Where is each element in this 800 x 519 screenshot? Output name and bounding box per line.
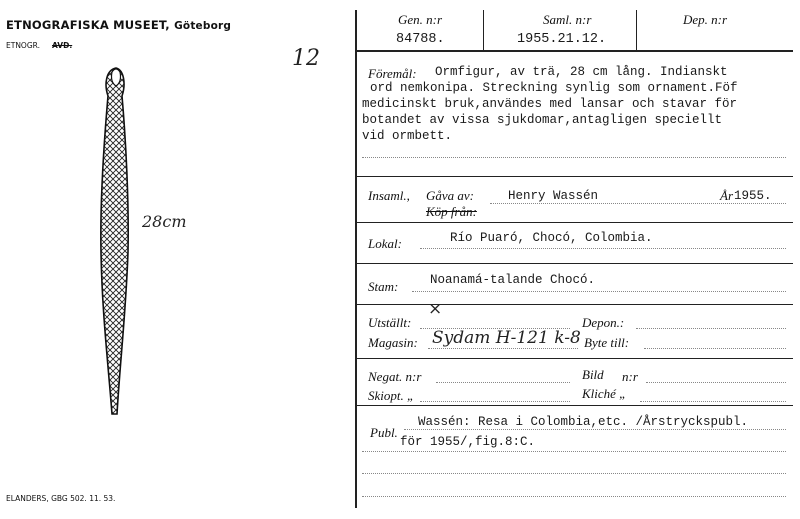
header-sep-2: [636, 10, 637, 50]
handwritten-number: 12: [292, 46, 320, 71]
skiopt-dotline: [420, 401, 570, 402]
foremal-label: Föremål:: [368, 66, 417, 81]
insaml-dotline: [490, 203, 786, 204]
foremal-line-5: vid ormbett.: [362, 129, 453, 143]
foremal-line-3: medicinskt bruk,användes med lansar och stavar för: [362, 97, 738, 111]
depon-dotline: [636, 328, 786, 329]
bild-label: Bild: [582, 367, 604, 382]
header-sep-1: [483, 10, 484, 50]
printer-imprint: ELANDERS, GBG 502. 11. 53.: [6, 494, 116, 503]
magasin-dotline: [428, 348, 578, 349]
saml-nr-value: 1955.21.12.: [517, 32, 607, 47]
kliche-label: Kliché „: [582, 386, 627, 401]
depon-label: Depon.:: [582, 315, 625, 330]
museum-city: Göteborg: [174, 20, 232, 32]
foremal-line-2: ord nemkonipa. Streckning synlig som ornament.Föf: [370, 81, 738, 95]
publ-line-2: för 1955/,fig.8:C.: [400, 435, 536, 449]
header-rule: [357, 50, 793, 52]
dep-nr-label: Dep. n:r: [683, 12, 728, 27]
insaml-label: Insaml.,: [368, 188, 410, 203]
publ-dotline-3: [362, 473, 786, 474]
foremal-line-1: Ormfigur, av trä, 28 cm lång. Indianskt: [435, 65, 728, 79]
byte-dotline: [644, 348, 786, 349]
negat-dotline: [436, 382, 570, 383]
stam-dotline: [412, 291, 786, 292]
rule-insaml: [357, 176, 793, 177]
publ-dotline-2: [362, 451, 786, 452]
utstallt-label: Utställt:: [368, 315, 412, 330]
kop-label: Köp från:: [426, 204, 477, 219]
ar-label: År: [720, 188, 733, 203]
museum-title: ETNOGRAFISKA MUSEET,: [6, 18, 170, 32]
bild-dotline: [646, 382, 786, 383]
card-divider: [355, 10, 357, 508]
skiopt-label: Skiopt. „: [368, 388, 415, 403]
negat-label: Negat. n:r: [368, 369, 422, 384]
rule-stam: [357, 263, 793, 264]
publ-dotline-1: [404, 429, 786, 430]
handwritten-length: 28cm: [142, 212, 187, 231]
etnogr-label: ETNOGR.: [6, 41, 40, 50]
magasin-label: Magasin:: [368, 335, 418, 350]
museum-name: [6, 18, 231, 32]
rule-lokal: [357, 222, 793, 223]
byte-label: Byte till:: [584, 335, 630, 350]
snake-figure-illustration: [92, 62, 142, 424]
publ-label: Publ.: [370, 425, 398, 440]
rule-publ: [357, 405, 793, 406]
gen-nr-label: Gen. n:r: [398, 12, 443, 27]
lokal-value: Río Puaró, Chocó, Colombia.: [450, 231, 653, 245]
utstallt-value: ×: [428, 299, 443, 319]
magasin-value: Sydam H-121 k-8: [432, 328, 581, 348]
gava-label: Gåva av:: [426, 188, 475, 203]
lokal-dotline: [420, 248, 786, 249]
saml-nr-label: Saml. n:r: [543, 12, 592, 27]
kliche-dotline: [640, 401, 786, 402]
etnogr-value: AVD.: [52, 41, 73, 50]
gen-nr-value: 84788.: [396, 32, 445, 47]
stam-label: Stam:: [368, 279, 399, 294]
rule-utstallt: [357, 304, 793, 305]
rule-negat: [357, 358, 793, 359]
lokal-label: Lokal:: [368, 236, 402, 251]
insaml-value: Henry Wassén: [508, 189, 599, 203]
bild-nr-label: n:r: [622, 369, 638, 384]
stam-value: Noanamá-talande Chocó.: [430, 273, 596, 287]
ar-value: 1955.: [734, 189, 772, 203]
publ-line-1: Wassén: Resa i Colombia,etc. /Årstryckspubl.: [418, 415, 749, 429]
foremal-line-4: botandet av vissa sjukdomar,antagligen speciellt: [362, 113, 723, 127]
publ-dotline-4: [362, 496, 786, 497]
foremal-blank-line: [362, 157, 786, 158]
